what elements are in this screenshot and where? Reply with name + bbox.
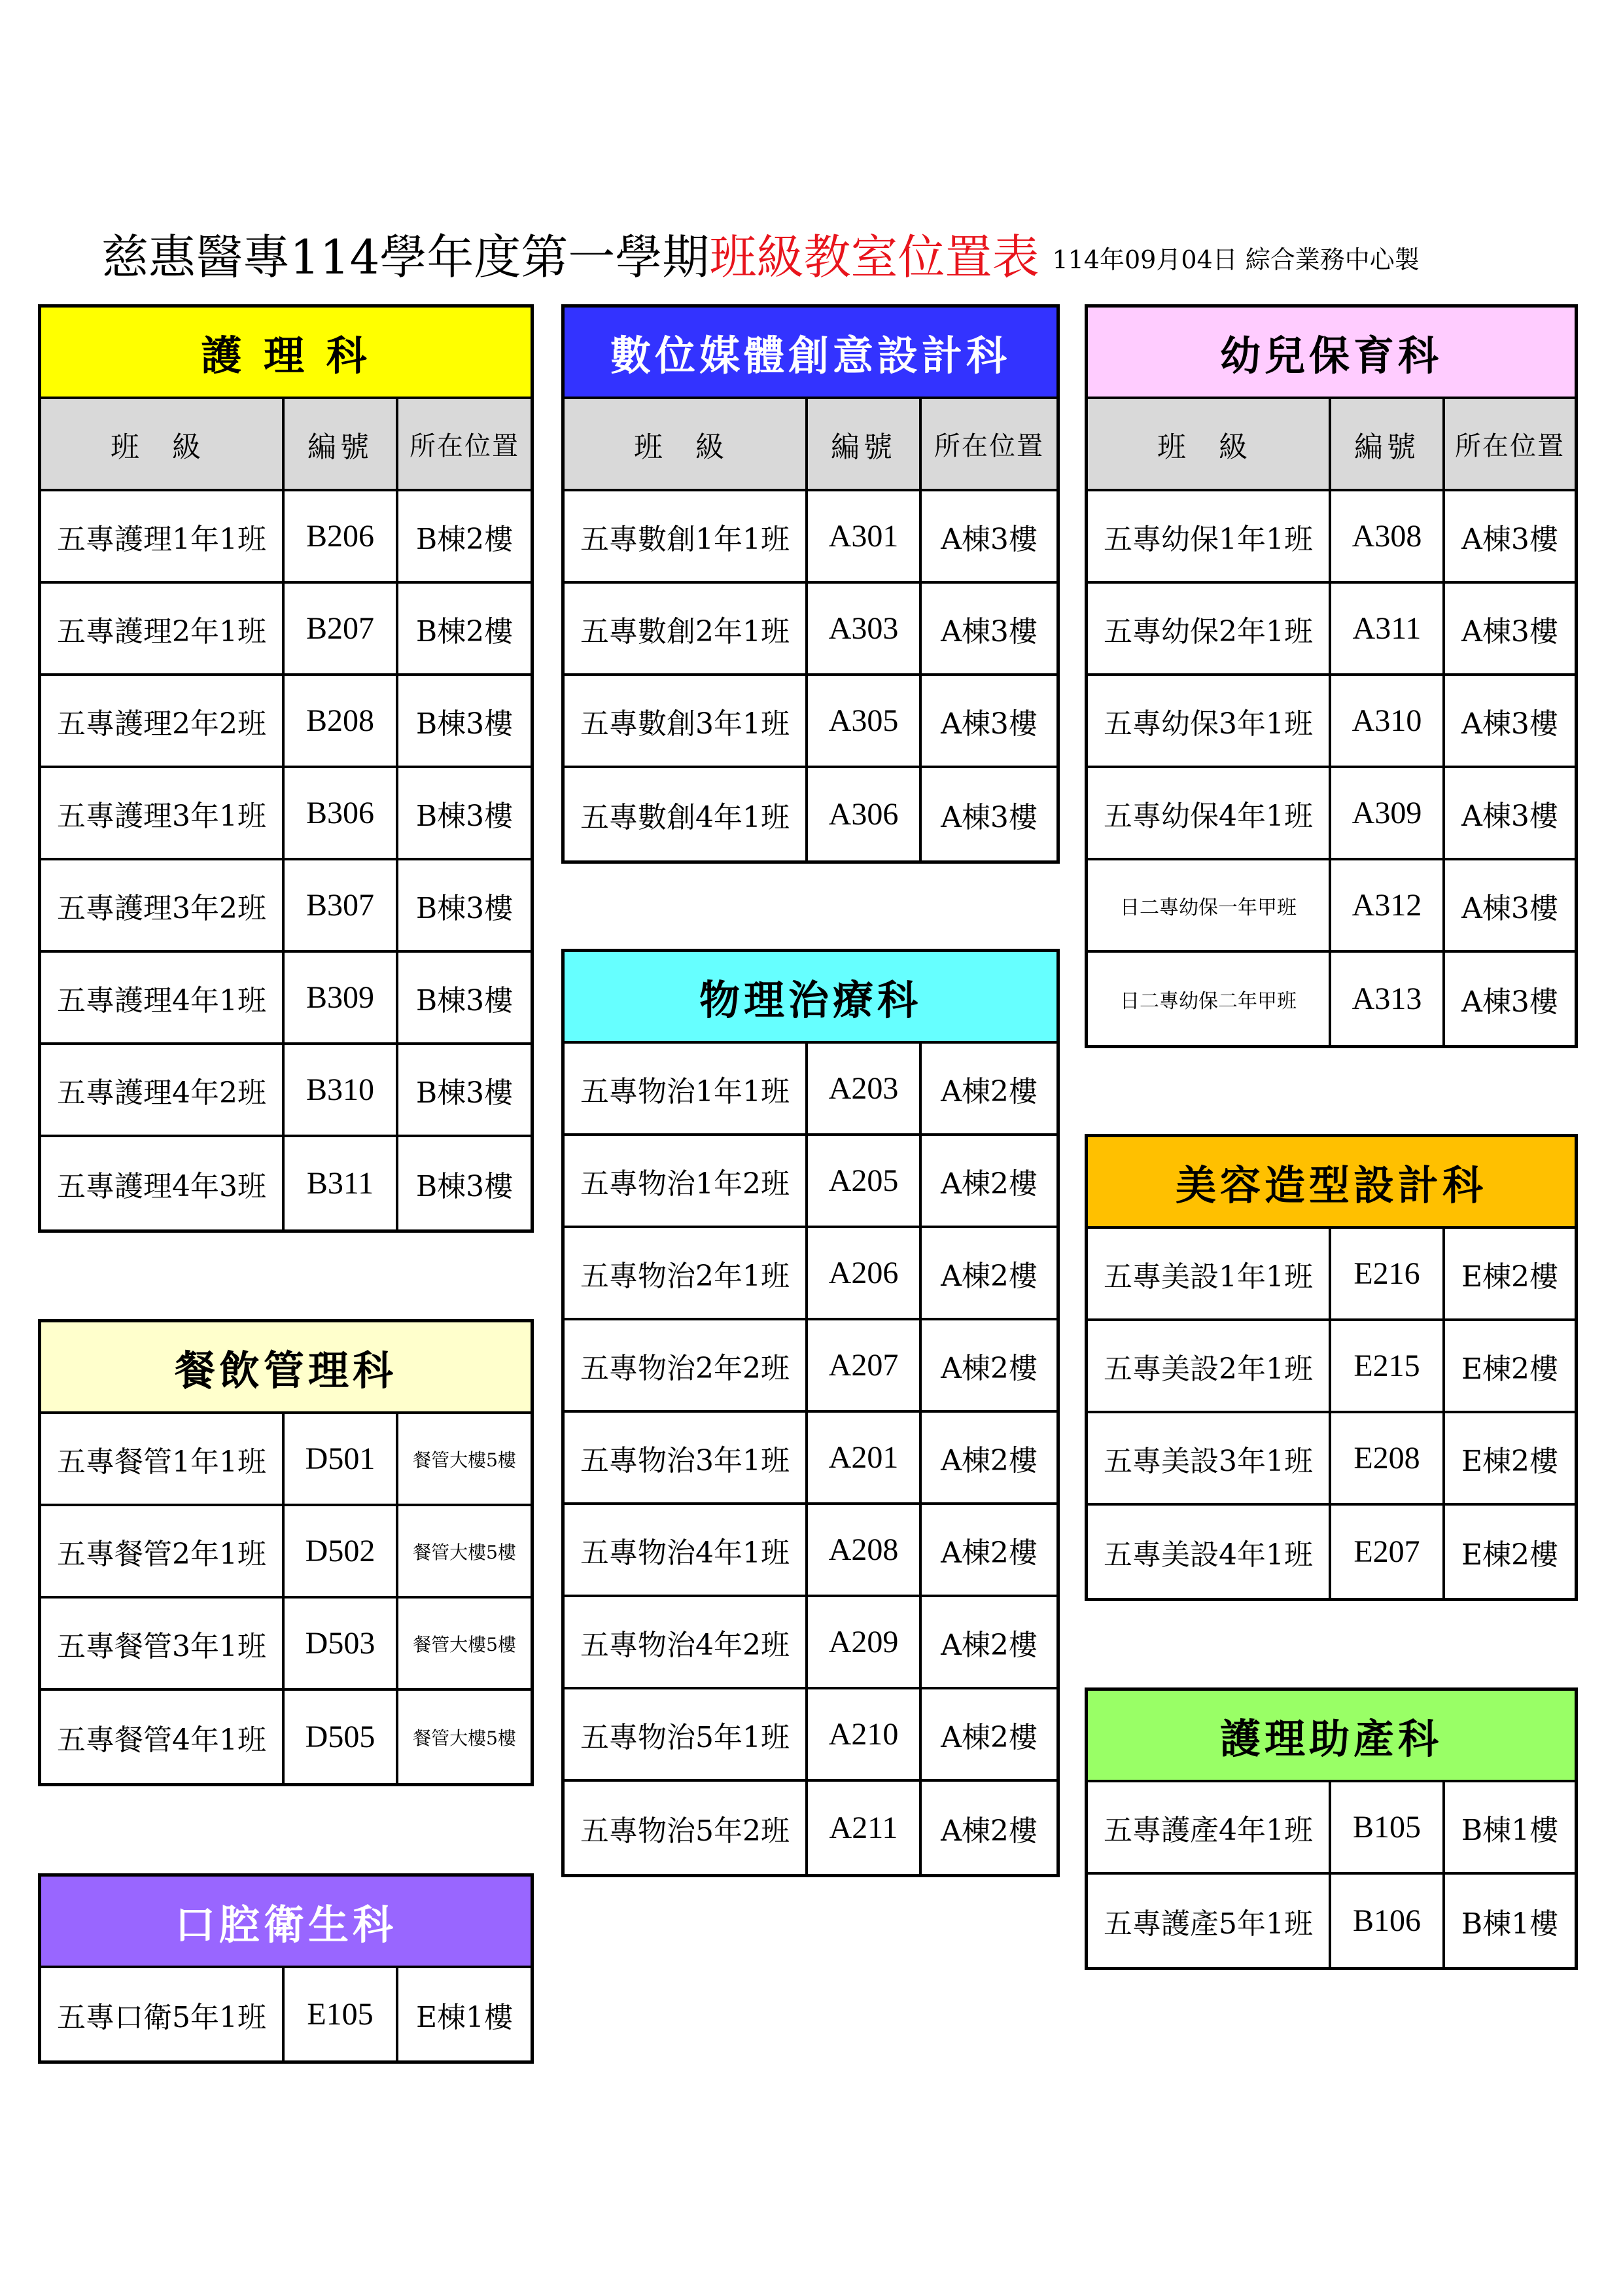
column-header-code: 編號 bbox=[808, 399, 922, 489]
class-name: 五專物治5年1班 bbox=[565, 1689, 808, 1779]
title-highlight: 班級教室位置表 bbox=[709, 230, 1039, 285]
room-location: A棟3樓 bbox=[1461, 891, 1558, 925]
table-row bbox=[565, 1136, 1056, 1228]
class-name: 五專餐管2年1班 bbox=[41, 1506, 285, 1596]
room-location: E棟2樓 bbox=[1461, 1444, 1559, 1478]
department-table-food-service bbox=[38, 1319, 534, 1786]
room-code: A311 bbox=[1331, 584, 1445, 673]
room-location: A棟2樓 bbox=[941, 1167, 1038, 1201]
room-location: A棟3樓 bbox=[941, 800, 1038, 834]
class-name: 五專數創3年1班 bbox=[565, 676, 808, 766]
class-name: 五專護理1年1班 bbox=[41, 491, 285, 581]
table-row bbox=[41, 1414, 531, 1506]
table-row bbox=[565, 1320, 1056, 1413]
table-row bbox=[565, 584, 1056, 676]
column-header-code: 編號 bbox=[285, 399, 398, 489]
room-location: B棟3樓 bbox=[415, 891, 514, 925]
column-header-location: 所在位置 bbox=[934, 431, 1044, 461]
department-table-oral-hygiene bbox=[38, 1873, 534, 2064]
class-name: 五專護產4年1班 bbox=[1088, 1782, 1331, 1872]
table-row bbox=[41, 676, 531, 768]
class-name: 五專餐管4年1班 bbox=[41, 1691, 285, 1783]
room-location: A棟2樓 bbox=[941, 1351, 1038, 1385]
room-code: E216 bbox=[1331, 1229, 1445, 1318]
table-row bbox=[41, 953, 531, 1045]
class-name: 五專物治2年1班 bbox=[565, 1228, 808, 1318]
class-name: 五專幼保4年1班 bbox=[1088, 768, 1331, 858]
room-code: A313 bbox=[1331, 953, 1445, 1045]
table-row bbox=[565, 1044, 1056, 1136]
room-location: B棟3樓 bbox=[415, 707, 514, 741]
room-code: B206 bbox=[285, 491, 398, 581]
room-location: B棟1樓 bbox=[1461, 1813, 1559, 1847]
room-location: 餐管大樓5樓 bbox=[413, 1541, 516, 1563]
room-code: A203 bbox=[808, 1044, 922, 1133]
class-name: 五專數創1年1班 bbox=[565, 491, 808, 581]
table-row bbox=[565, 1228, 1056, 1320]
table-row bbox=[41, 1506, 531, 1598]
column-header-class: 班 級 bbox=[41, 399, 285, 489]
class-name: 日二專幼保一年甲班 bbox=[1088, 860, 1331, 950]
table-row bbox=[1088, 491, 1575, 584]
table-row bbox=[41, 768, 531, 860]
room-location: A棟2樓 bbox=[941, 1628, 1038, 1662]
room-code: D505 bbox=[285, 1691, 398, 1783]
department-title: 口腔衛生科 bbox=[41, 1877, 531, 1968]
class-name: 五專幼保1年1班 bbox=[1088, 491, 1331, 581]
table-row bbox=[1088, 584, 1575, 676]
table-row bbox=[41, 860, 531, 953]
table-row bbox=[1088, 1875, 1575, 1967]
room-code: A308 bbox=[1331, 491, 1445, 581]
room-code: A305 bbox=[808, 676, 922, 766]
room-code: A201 bbox=[808, 1413, 922, 1502]
class-name: 五專護理4年1班 bbox=[41, 953, 285, 1042]
table-row bbox=[1088, 1506, 1575, 1598]
class-name: 五專口衛5年1班 bbox=[41, 1968, 285, 2060]
class-name: 五專護理2年2班 bbox=[41, 676, 285, 766]
room-location: A棟3樓 bbox=[1461, 522, 1558, 556]
column-header-row bbox=[1088, 399, 1575, 491]
class-name: 五專數創4年1班 bbox=[565, 768, 808, 860]
class-name: 五專護理3年1班 bbox=[41, 768, 285, 858]
table-row bbox=[1088, 1229, 1575, 1321]
class-name: 五專物治2年2班 bbox=[565, 1320, 808, 1410]
room-location: 餐管大樓5樓 bbox=[413, 1449, 516, 1471]
room-code: A309 bbox=[1331, 768, 1445, 858]
room-code: A310 bbox=[1331, 676, 1445, 766]
table-row bbox=[1088, 676, 1575, 768]
table-row bbox=[565, 1597, 1056, 1689]
department-table-early-childhood bbox=[1085, 304, 1578, 1048]
room-location: E棟2樓 bbox=[1461, 1352, 1559, 1386]
room-code: D502 bbox=[285, 1506, 398, 1596]
table-row bbox=[1088, 1413, 1575, 1506]
class-name: 五專物治3年1班 bbox=[565, 1413, 808, 1502]
room-code: A211 bbox=[808, 1782, 922, 1874]
room-code: B208 bbox=[285, 676, 398, 766]
room-code: A209 bbox=[808, 1597, 922, 1687]
column-header-row bbox=[41, 399, 531, 491]
column-header-location: 所在位置 bbox=[1455, 431, 1565, 461]
class-name: 五專物治4年2班 bbox=[565, 1597, 808, 1687]
class-name: 五專美設3年1班 bbox=[1088, 1413, 1331, 1503]
table-row bbox=[565, 1782, 1056, 1874]
column-header-row bbox=[565, 399, 1056, 491]
room-code: A210 bbox=[808, 1689, 922, 1779]
class-name: 五專物治1年1班 bbox=[565, 1044, 808, 1133]
table-row bbox=[1088, 768, 1575, 860]
room-location: A棟2樓 bbox=[941, 1259, 1038, 1293]
class-name: 五專美設4年1班 bbox=[1088, 1506, 1331, 1598]
class-name: 五專護理3年2班 bbox=[41, 860, 285, 950]
room-code: A306 bbox=[808, 768, 922, 860]
room-code: E207 bbox=[1331, 1506, 1445, 1598]
class-name: 日二專幼保二年甲班 bbox=[1088, 953, 1331, 1045]
room-code: E208 bbox=[1331, 1413, 1445, 1503]
class-name: 五專護產5年1班 bbox=[1088, 1875, 1331, 1967]
room-code: A303 bbox=[808, 584, 922, 673]
room-code: A301 bbox=[808, 491, 922, 581]
room-code: B311 bbox=[285, 1137, 398, 1229]
room-location: 餐管大樓5樓 bbox=[413, 1633, 516, 1655]
room-location: 餐管大樓5樓 bbox=[413, 1727, 516, 1749]
room-code: D503 bbox=[285, 1598, 398, 1688]
class-name: 五專護理4年2班 bbox=[41, 1045, 285, 1135]
room-code: E215 bbox=[1331, 1321, 1445, 1411]
room-code: A207 bbox=[808, 1320, 922, 1410]
table-row bbox=[41, 1137, 531, 1229]
class-name: 五專餐管3年1班 bbox=[41, 1598, 285, 1688]
class-name: 五專數創2年1班 bbox=[565, 584, 808, 673]
room-location: A棟3樓 bbox=[1461, 707, 1558, 741]
table-row bbox=[41, 1691, 531, 1783]
room-code: B309 bbox=[285, 953, 398, 1042]
room-location: B棟3樓 bbox=[415, 799, 514, 833]
column-header-location: 所在位置 bbox=[410, 431, 519, 461]
room-location: B棟3樓 bbox=[415, 983, 514, 1017]
department-title: 護理助產科 bbox=[1088, 1691, 1575, 1782]
class-name: 五專物治4年1班 bbox=[565, 1505, 808, 1595]
room-code: B207 bbox=[285, 584, 398, 673]
room-location: E棟2樓 bbox=[1461, 1260, 1559, 1294]
department-title: 物理治療科 bbox=[565, 952, 1056, 1044]
class-name: 五專美設2年1班 bbox=[1088, 1321, 1331, 1411]
room-location: B棟2樓 bbox=[415, 614, 514, 648]
room-location: A棟2樓 bbox=[941, 1536, 1038, 1570]
department-table-physical-therapy bbox=[561, 949, 1060, 1877]
room-location: E棟2樓 bbox=[1461, 1538, 1559, 1572]
table-row bbox=[565, 1413, 1056, 1505]
title-main: 慈惠醫專114學年度第一學期 bbox=[101, 230, 710, 285]
column-header-code: 編號 bbox=[1331, 399, 1445, 489]
table-row bbox=[565, 1505, 1056, 1597]
page-title bbox=[101, 221, 1420, 296]
table-row bbox=[41, 584, 531, 676]
department-title: 餐飲管理科 bbox=[41, 1322, 531, 1414]
table-row bbox=[565, 676, 1056, 768]
table-row bbox=[565, 491, 1056, 584]
table-row bbox=[41, 491, 531, 584]
department-title: 美容造型設計科 bbox=[1088, 1137, 1575, 1229]
room-location: B棟2樓 bbox=[415, 522, 514, 556]
department-table-nursing bbox=[38, 304, 534, 1233]
department-title: 護 理 科 bbox=[41, 308, 531, 399]
room-code: E105 bbox=[285, 1968, 398, 2060]
room-code: A312 bbox=[1331, 860, 1445, 950]
room-code: B105 bbox=[1331, 1782, 1445, 1872]
room-location: A棟3樓 bbox=[1461, 614, 1558, 648]
table-row bbox=[565, 1689, 1056, 1782]
department-table-midwifery bbox=[1085, 1687, 1578, 1970]
table-row bbox=[1088, 1782, 1575, 1875]
room-code: A208 bbox=[808, 1505, 922, 1595]
title-meta: 114年09月04日 綜合業務中心製 bbox=[1052, 245, 1420, 274]
table-row bbox=[41, 1045, 531, 1137]
department-title: 幼兒保育科 bbox=[1088, 308, 1575, 399]
class-name: 五專幼保3年1班 bbox=[1088, 676, 1331, 766]
room-code: B310 bbox=[285, 1045, 398, 1135]
room-location: B棟3樓 bbox=[415, 1076, 514, 1110]
room-location: A棟3樓 bbox=[941, 522, 1038, 556]
room-code: B106 bbox=[1331, 1875, 1445, 1967]
class-name: 五專物治1年2班 bbox=[565, 1136, 808, 1226]
class-name: 五專美設1年1班 bbox=[1088, 1229, 1331, 1318]
department-table-beauty bbox=[1085, 1134, 1578, 1601]
room-location: A棟2樓 bbox=[941, 1720, 1038, 1754]
department-title: 數位媒體創意設計科 bbox=[565, 308, 1056, 399]
room-location: A棟2樓 bbox=[941, 1074, 1038, 1108]
class-name: 五專護理2年1班 bbox=[41, 584, 285, 673]
room-code: D501 bbox=[285, 1414, 398, 1504]
room-location: A棟2樓 bbox=[941, 1443, 1038, 1477]
class-name: 五專護理4年3班 bbox=[41, 1137, 285, 1229]
room-location: E棟1樓 bbox=[415, 2000, 514, 2034]
room-location: A棟3樓 bbox=[1461, 985, 1558, 1019]
room-location: A棟2樓 bbox=[941, 1814, 1038, 1848]
table-row bbox=[1088, 953, 1575, 1045]
room-code: A206 bbox=[808, 1228, 922, 1318]
class-name: 五專幼保2年1班 bbox=[1088, 584, 1331, 673]
room-location: A棟3樓 bbox=[1461, 799, 1558, 833]
room-code: A205 bbox=[808, 1136, 922, 1226]
room-location: A棟3樓 bbox=[941, 614, 1038, 648]
room-location: B棟1樓 bbox=[1461, 1907, 1559, 1941]
room-code: B307 bbox=[285, 860, 398, 950]
table-row bbox=[41, 1598, 531, 1691]
table-row bbox=[1088, 860, 1575, 953]
column-header-class: 班 級 bbox=[1088, 399, 1331, 489]
class-name: 五專餐管1年1班 bbox=[41, 1414, 285, 1504]
table-row bbox=[565, 768, 1056, 860]
room-location: B棟3樓 bbox=[415, 1169, 514, 1203]
class-name: 五專物治5年2班 bbox=[565, 1782, 808, 1874]
column-header-class: 班 級 bbox=[565, 399, 808, 489]
department-table-digital-media bbox=[561, 304, 1060, 864]
room-location: A棟3樓 bbox=[941, 707, 1038, 741]
room-code: B306 bbox=[285, 768, 398, 858]
table-row bbox=[41, 1968, 531, 2060]
table-row bbox=[1088, 1321, 1575, 1413]
